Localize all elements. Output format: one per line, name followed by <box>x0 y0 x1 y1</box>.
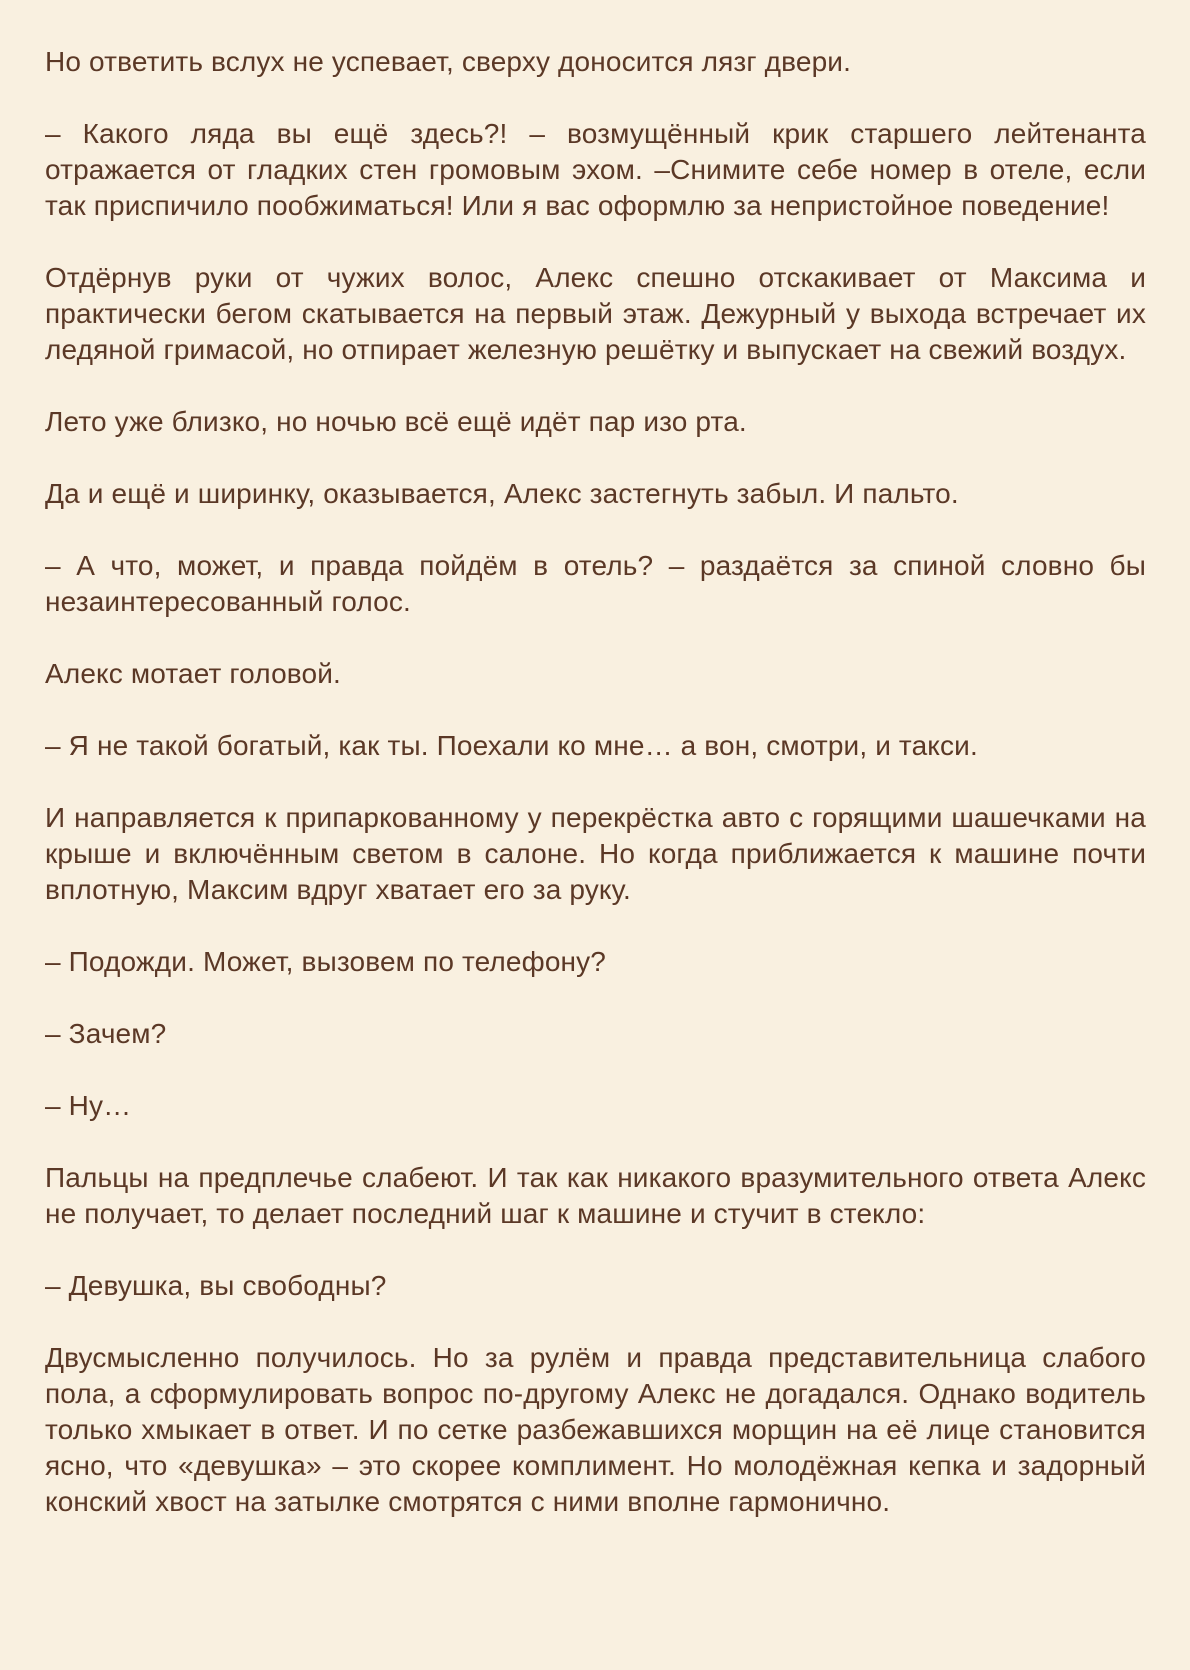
paragraph-9: И направляется к припаркованному у перекрёстка авто с горящими шашечками на крыше и включённым светом в салоне. Но когда приближается к машине почти вплотную, Максим вдруг хватает его за руку. <box>45 802 1146 905</box>
paragraph-1: Но ответить вслух не успевает, сверху доносится лязг двери. <box>45 46 852 77</box>
paragraph-12: – Ну… <box>45 1090 132 1121</box>
paragraph-4: Лето уже близко, но ночью всё ещё идёт пар изо рта. <box>45 406 747 437</box>
paragraph-3: Отдёрнув руки от чужих волос, Алекс спешно отскакивает от Максима и практически бегом скатывается на первый этаж. Дежурный у выхода встречает их ледяной гримасой, но отпирает железную решётку и выпускает на свежий воздух. <box>45 262 1146 365</box>
paragraph-5: Да и ещё и ширинку, оказывается, Алекс застегнуть забыл. И пальто. <box>45 478 959 509</box>
paragraph-7: Алекс мотает головой. <box>45 658 341 689</box>
paragraph-14: – Девушка, вы свободны? <box>45 1270 387 1301</box>
paragraph-6: – А что, может, и правда пойдём в отель? – раздаётся за спиной словно бы незаинтересованный голос. <box>45 550 1146 617</box>
paragraph-2: – Какого ляда вы ещё здесь?! – возмущённый крик старшего лейтенанта отражается от гладких стен громовым эхом. –Снимите себе номер в отеле, если так приспичило пообжиматься! Или я вас оформлю за непристойное поведение! <box>45 118 1146 221</box>
paragraph-13: Пальцы на предплечье слабеют. И так как никакого вразумительного ответа Алекс не получает, то делает последний шаг к машине и стучит в стекло: <box>45 1162 1146 1229</box>
paragraph-11: – Зачем? <box>45 1018 167 1049</box>
paragraph-15: Двусмысленно получилось. Но за рулём и правда представительница слабого пола, а сформулировать вопрос по-другому Алекс не догадался. Однако водитель только хмыкает в ответ. И по сетке разбежавшихся морщин на её лице становится ясно, что «девушка» – это скорее комплимент. Но молодёжная кепка и задорный конский хвост на затылке смотрятся с ними вполне гармонично. <box>45 1342 1146 1517</box>
paragraph-8: – Я не такой богатый, как ты. Поехали ко мне… а вон, смотри, и такси. <box>45 730 978 761</box>
paragraph-10: – Подожди. Может, вызовем по телефону? <box>45 946 607 977</box>
